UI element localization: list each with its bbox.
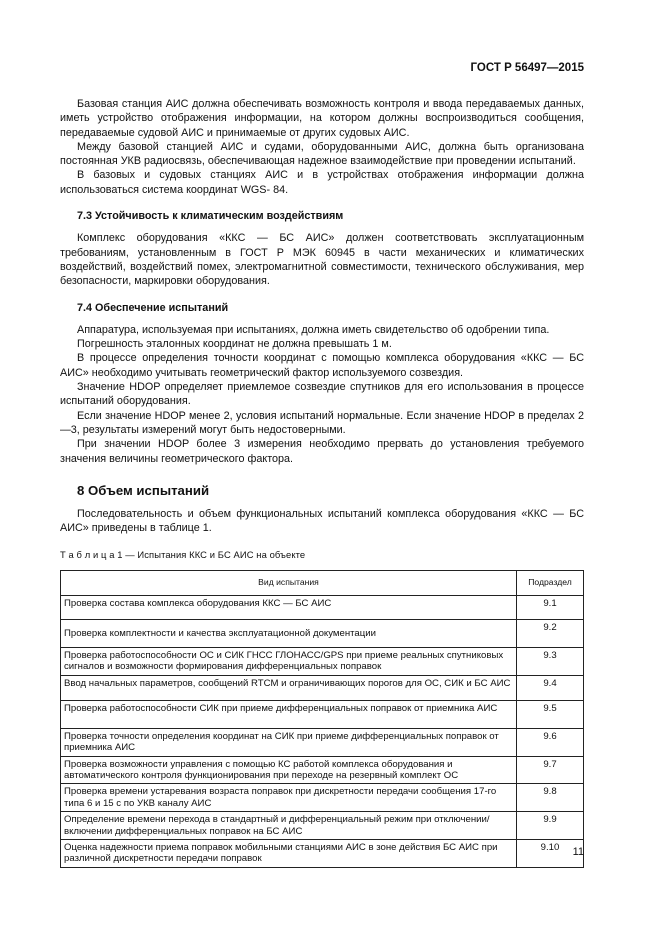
paragraph: Значение HDOP определяет приемлемое созвездие спутников для его использования в процессе испытаний оборудования. — [60, 381, 584, 408]
test-name-cell: Проверка точности определения координат на СИК при приеме дифференциальных поправок от приемника АИС — [61, 728, 517, 756]
test-name-cell: Проверка возможности управления с помощью КС работой комплекса оборудования и автоматического контроля функционирования при переходе на резервный комплект ОС — [61, 756, 517, 784]
column-header-test-type: Вид испытания — [61, 571, 517, 596]
test-name-cell: Проверка работоспособности СИК при приеме дифференциальных поправок от приемника АИС — [61, 700, 517, 728]
page-content — [60, 97, 584, 868]
subsection-cell: 9.7 — [517, 756, 584, 784]
subsection-cell: 9.2 — [517, 620, 584, 648]
subsection-cell: 9.8 — [517, 784, 584, 812]
subsection-cell: 9.10 — [517, 840, 584, 868]
paragraph: Погрешность эталонных координат не должна превышать 1 м. — [77, 338, 392, 351]
table-row — [61, 812, 584, 840]
paragraph: Аппаратура, используемая при испытаниях, должна иметь свидетельство об одобрении типа. — [77, 323, 550, 336]
page-number: 11 — [572, 846, 584, 858]
paragraph: Последовательность и объем функциональных испытаний комплекса оборудования «ККС — БС АИС» приведены в таблице 1. — [60, 508, 584, 535]
test-name-cell: Определение времени перехода в стандартный и дифференциальный режим при отключении/включении дифференциальных поправок на БС АИС — [61, 812, 517, 840]
paragraph: В процессе определения точности координат с помощью комплекса оборудования «ККС — БС АИС» необходимо учитывать геометрический фактор используемого созвездия. — [60, 352, 584, 379]
table-header-row — [61, 571, 584, 596]
subsection-cell: 9.1 — [517, 596, 584, 620]
table-row — [61, 840, 584, 868]
paragraph: При значении HDOP более 3 измерения необходимо прервать до установления требуемого значения величины геометрического фактора. — [60, 438, 584, 465]
table-row — [61, 675, 584, 700]
table-row — [61, 596, 584, 620]
paragraph: Комплекс оборудования «ККС — БС АИС» должен соответствовать эксплуатационным требованиям, установленным в ГОСТ Р МЭК 60945 в части механических и климатических воздействий, воздействий помех, электромагнитной совместимости, технического обслуживания, мер безопасности, маркировки оборудования. — [60, 232, 584, 288]
subsection-cell: 9.4 — [517, 675, 584, 700]
document-code: ГОСТ Р 56497—2015 — [470, 62, 584, 74]
paragraph: Базовая станция АИС должна обеспечивать возможность контроля и ввода передаваемых данных, иметь устройство отображения информации, на котором должны воспроизводиться сообщения, передаваемые судовой АИС и принимаемые от других судовых АИС. — [60, 98, 584, 139]
test-name-cell: Проверка состава комплекса оборудования ККС — БС АИС — [61, 596, 517, 620]
subsection-cell: 9.3 — [517, 648, 584, 676]
test-name-cell: Проверка комплектности и качества эксплуатационной документации — [61, 620, 517, 648]
table-row — [61, 728, 584, 756]
paragraph: Между базовой станцией АИС и судами, оборудованными АИС, должна быть организована постоянная УКВ радиосвязь, обеспечивающая надежное взаимодействие при проведении испытаний. — [60, 140, 584, 168]
subsection-cell: 9.9 — [517, 812, 584, 840]
section-heading-8: 8 Объем испытаний — [77, 482, 210, 498]
subsection-cell: 9.6 — [517, 728, 584, 756]
paragraph: Если значение HDOP менее 2, условия испытаний нормальные. Если значение HDOP в пределах 2—3, результаты измерений могут быть недостоверными. — [60, 409, 584, 436]
test-name-cell: Проверка времени устаревания возраста поправок при дискретности передачи сообщения 17-го типа 6 и 15 с по УКВ каналу АИС — [61, 784, 517, 812]
table-row — [61, 648, 584, 676]
table-row — [61, 784, 584, 812]
table-caption: Т а б л и ц а 1 — Испытания ККС и БС АИС на объекте — [60, 548, 306, 560]
tests-table — [60, 570, 584, 868]
section-heading-7-3: 7.3 Устойчивость к климатическим воздействиям — [77, 210, 344, 223]
table-row — [61, 700, 584, 728]
table-row — [61, 620, 584, 648]
test-name-cell: Проверка работоспособности ОС и СИК ГНСС ГЛОНАСС/GPS при приеме реальных спутниковых сигналов и возможности формирования дифференциальных поправок — [61, 648, 517, 676]
paragraph: В базовых и судовых станциях АИС и в устройствах отображения информации должна использоваться система координат WGS- 84. — [60, 169, 584, 196]
test-name-cell: Оценка надежности приема поправок мобильными станциями АИС в зоне действия БС АИС при различной дискретности передачи поправок — [61, 840, 517, 868]
test-name-cell: Ввод начальных параметров, сообщений RTCM и ограничивающих порогов для ОС, СИК и БС АИС — [61, 675, 517, 700]
section-heading-7-4: 7.4 Обеспечение испытаний — [77, 301, 229, 314]
subsection-cell: 9.5 — [517, 700, 584, 728]
column-header-subsection: Подраздел — [517, 571, 584, 596]
table-row — [61, 756, 584, 784]
